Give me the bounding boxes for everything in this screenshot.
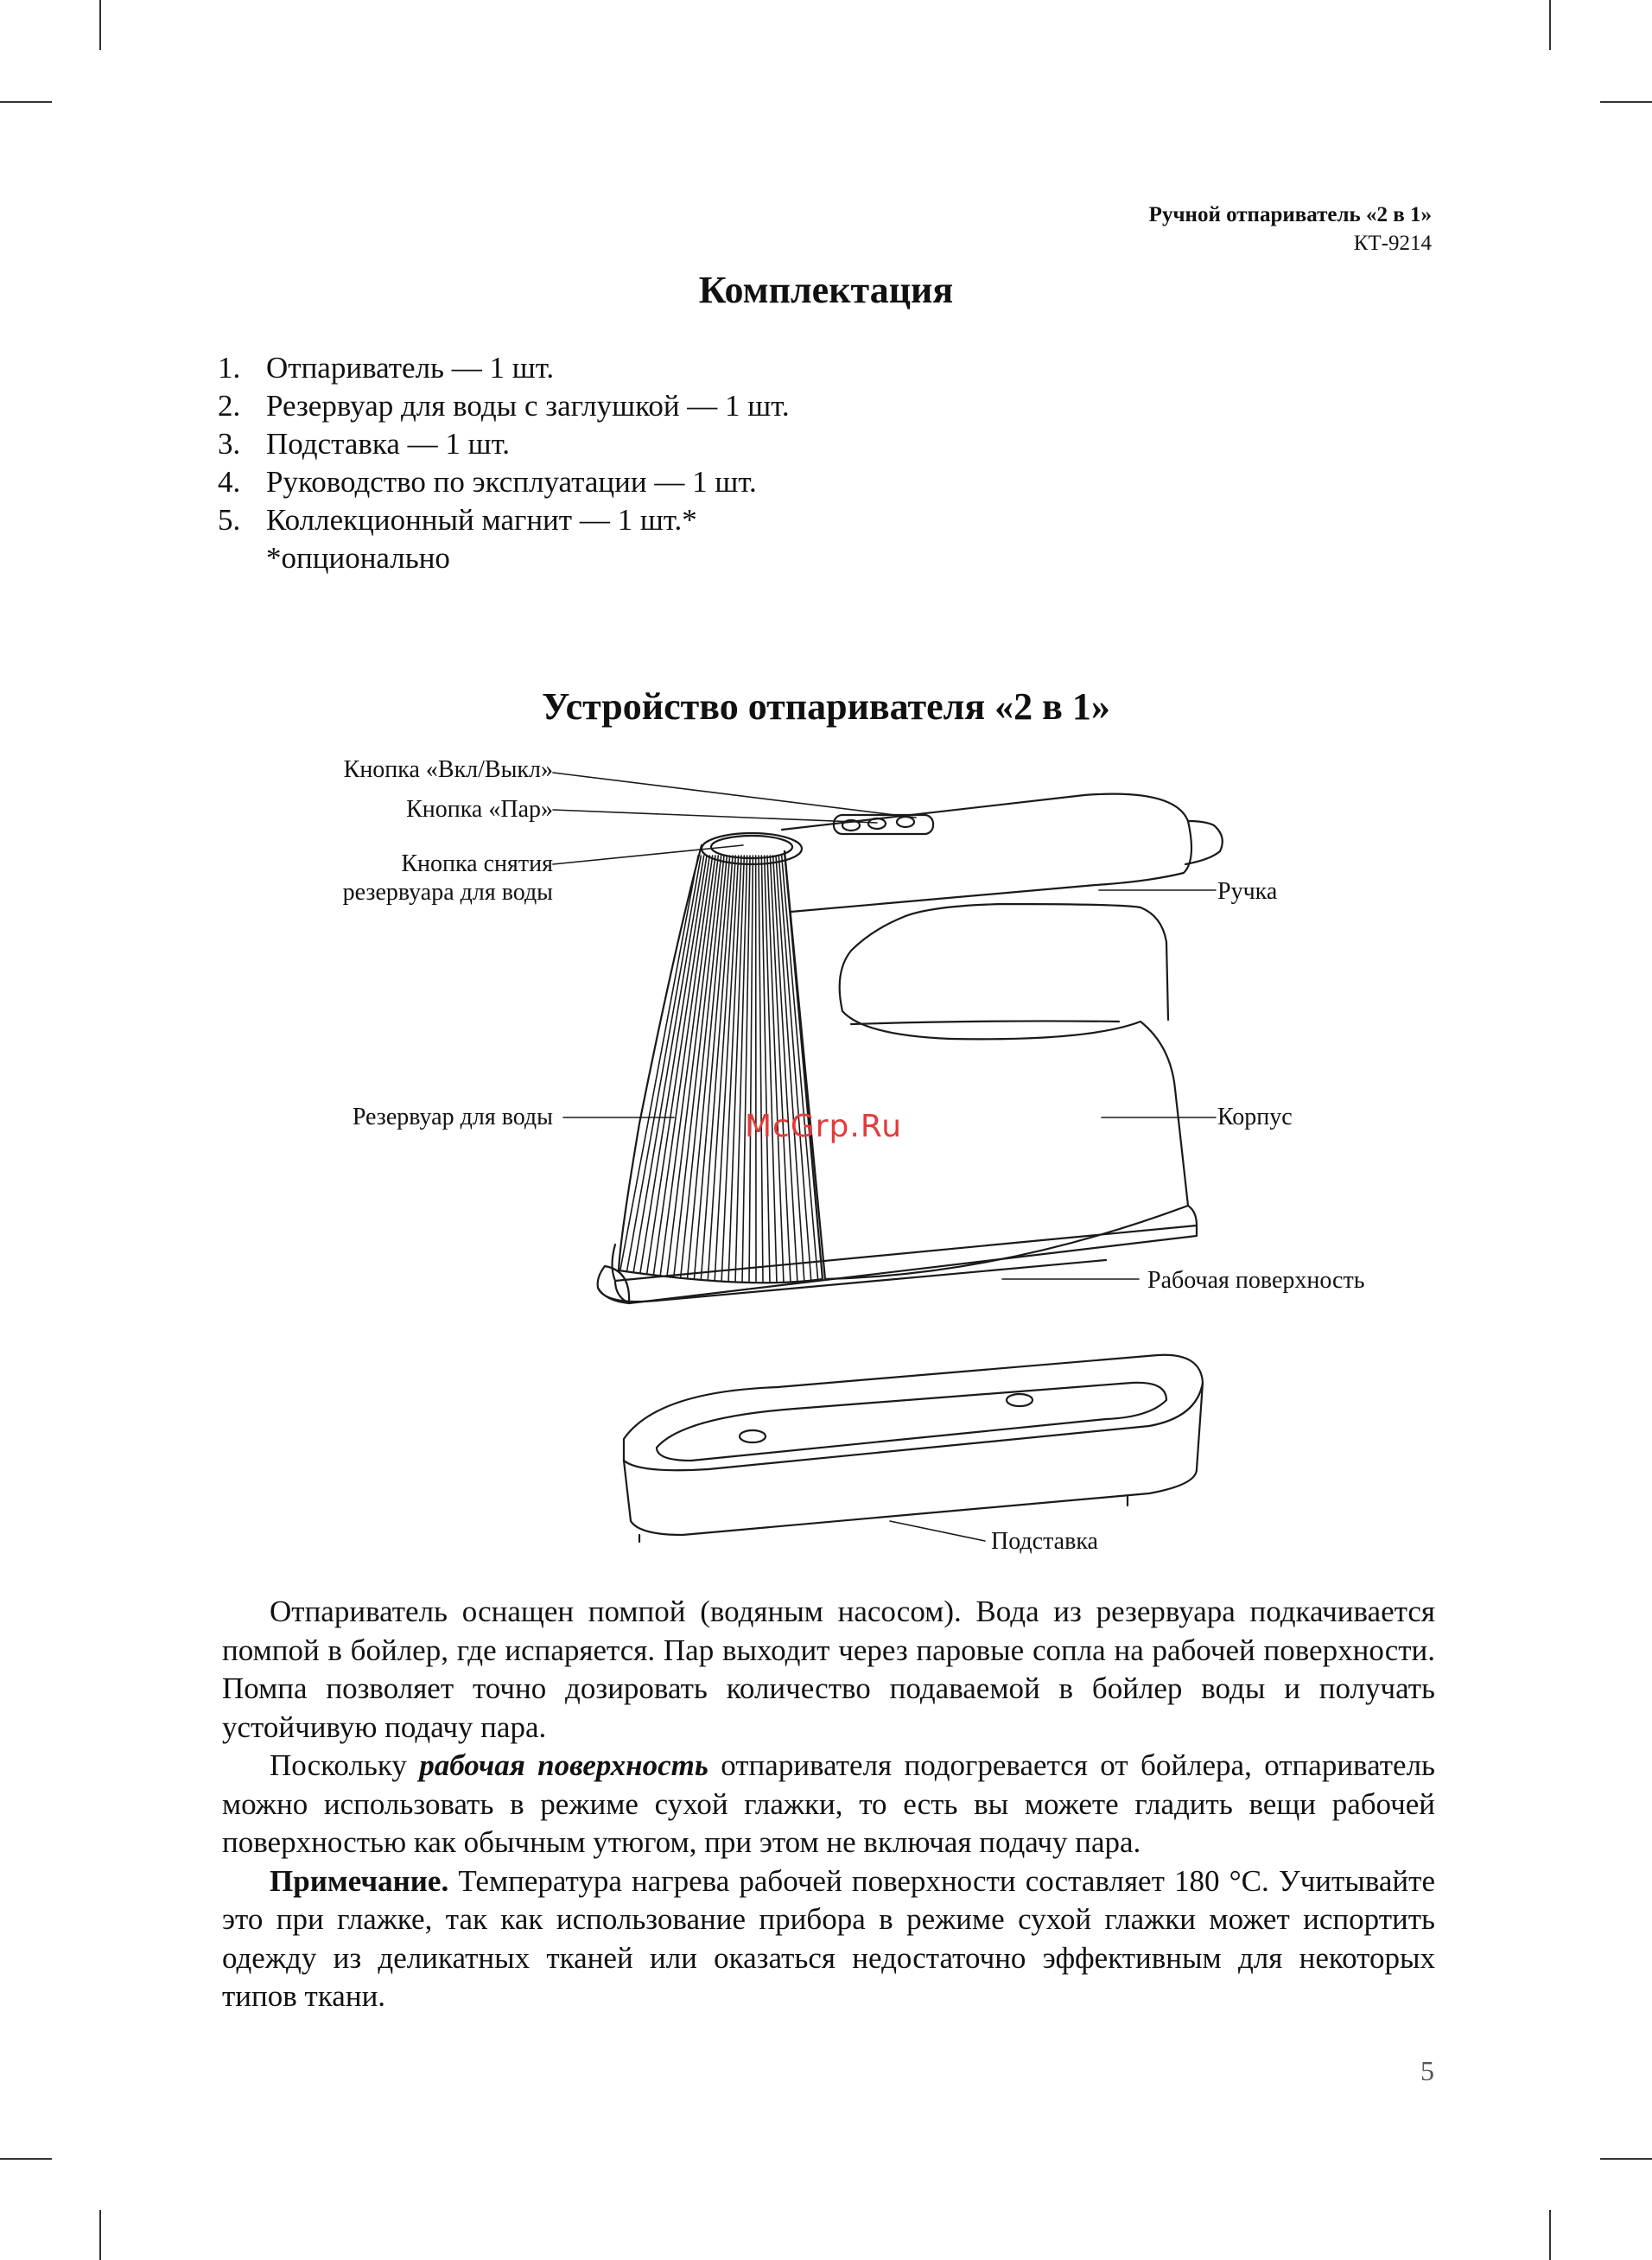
page-number: 5 <box>1420 2055 1434 2086</box>
list-number: 4. <box>218 465 241 499</box>
list-text: Резервуар для воды с заглушкой — 1 шт. <box>266 389 790 423</box>
paragraph-note <box>222 1862 1435 2016</box>
tank-cap <box>702 833 802 864</box>
emphasis: рабочая поверхность <box>419 1748 708 1782</box>
tank-rib <box>645 856 709 1283</box>
list-text: Руководство по эксплуатации — 1 шт. <box>266 465 757 499</box>
note-text: Температура нагрева рабочей поверхности составляет 180 °С. Учитывайте это при глажке, так как использование прибора в режиме сухой глажки может испортить одежду из деликатных тканей или оказаться недостаточно эффективным для некоторых типов ткани. <box>222 1863 1435 2013</box>
tank-rib <box>701 856 733 1283</box>
paragraph-pump: Отпариватель оснащен помпой (водяным насосом). Вода из резервуара подкачивается помпой в бойлер, где испаряется. Пар выходит через паровые сопла на рабочей поверхности. Помпа позволяет точно дозировать количество подаваемой в бойлер воды и получать устойчивую подачу пара. <box>222 1595 1435 1744</box>
label-power-button: Кнопка «Вкл/Выкл» <box>343 756 553 783</box>
body-text <box>222 1593 1435 2016</box>
label-soleplate: Рабочая поверхность <box>1147 1267 1365 1294</box>
label-tank-release-1: Кнопка снятия <box>401 850 553 877</box>
text-span: Поскольку <box>270 1748 420 1782</box>
tank-rib <box>778 856 811 1283</box>
text-span: отпаривателя подогревается от бойлера, отпариватель можно использовать в режиме сухой глажки, то есть вы можете гладить вещи рабочей поверхностью как обычным утюгом, при этом не включая подачу пара. <box>222 1748 1435 1859</box>
steamer-body <box>785 851 1188 1279</box>
note-label: Примечание. <box>270 1863 449 1898</box>
label-steam-button: Кнопка «Пар» <box>406 796 553 823</box>
device-title: Устройство отпаривателя «2 в 1» <box>542 685 1110 728</box>
kit-title: Комплектация <box>698 269 954 311</box>
stand-drawing <box>624 1355 1203 1542</box>
paragraph-dry-ironing <box>222 1747 1435 1862</box>
label-tank-release-2: резервуара для воды <box>342 879 553 906</box>
tank-rib <box>625 856 701 1283</box>
label-body: Корпус <box>1217 1104 1293 1130</box>
list-number: 3. <box>218 427 241 461</box>
list-text: Подставка — 1 шт. <box>266 427 511 461</box>
list-number: 1. <box>218 351 241 385</box>
label-stand: Подставка <box>991 1528 1098 1555</box>
model-number: КТ-9214 <box>1353 232 1432 255</box>
list-number: 2. <box>218 389 241 423</box>
label-handle: Ручка <box>1217 878 1278 905</box>
list-text: Коллекционный магнит — 1 шт.* <box>266 503 697 537</box>
soleplate <box>598 1206 1197 1303</box>
list-text: Отпариватель — 1 шт. <box>266 351 555 385</box>
tank-rib <box>749 856 753 1283</box>
handle <box>782 794 1223 1020</box>
list-number: 5. <box>218 503 241 537</box>
footnote: *опционально <box>266 541 450 575</box>
product-title: Ручной отпариватель «2 в 1» <box>1148 203 1432 226</box>
label-water-tank: Резервуар для воды <box>352 1104 553 1130</box>
watermark: McGrp.Ru <box>745 1109 903 1144</box>
tank-rib <box>742 856 750 1283</box>
tank-rib <box>773 856 797 1283</box>
